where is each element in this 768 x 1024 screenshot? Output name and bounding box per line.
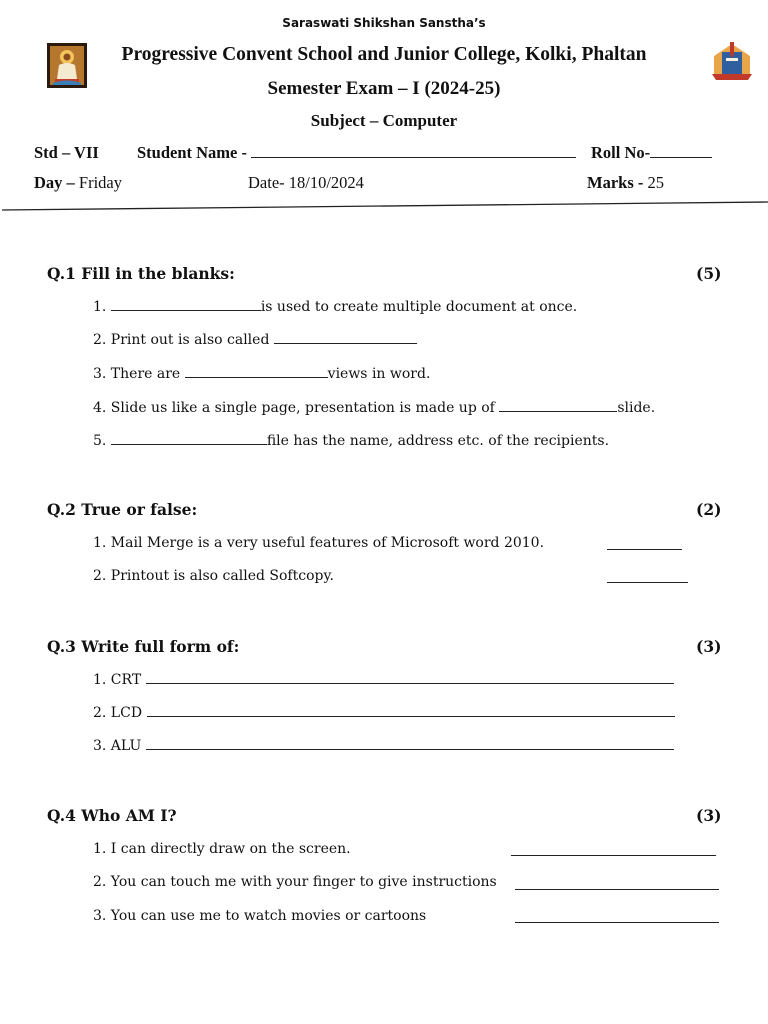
answer-blank [147,704,675,717]
q3-marks: (3) [696,637,722,656]
day-label: Day – [34,173,75,192]
answer-blank [111,298,261,311]
q4-answer-blank-3 [515,922,719,923]
answer-blank [146,737,674,750]
q1-item-5: 5. file has the name, address etc. of the recipients. [93,433,610,449]
q2-item-2: 2. Printout is also called Softcopy. [93,568,334,584]
subject-line: Subject – Computer [310,111,458,130]
q2-marks: (2) [696,500,722,519]
q2-title: Q.2 True or false: [47,500,198,519]
header-divider [0,198,768,214]
day-value: Friday [74,173,123,192]
q3-item-1: 1. CRT [93,671,674,688]
q4-item-2: 2. You can touch me with your finger to give instructions [93,874,497,890]
q4-answer-blank-1 [511,855,716,856]
q4-answer-blank-2 [515,889,719,890]
answer-blank [274,331,417,344]
q2-answer-blank-2 [607,582,688,583]
answer-blank [146,671,674,684]
roll-no-blank [650,145,712,158]
exam-title: Semester Exam – I (2024-25) [267,78,501,99]
q4-title: Q.4 Who AM I? [47,806,177,825]
q1-item-1: 1. is used to create multiple document at once. [93,299,578,315]
marks-label: Marks - [587,173,644,192]
roll-no-label: Roll No- [591,143,651,162]
q1-item-3: 3. There are views in word. [93,366,431,382]
q1-item-2: 2. Print out is also called [93,331,417,348]
day-field [34,173,122,193]
answer-blank [499,399,617,412]
q3-item-3: 3. ALU [93,737,674,754]
q2-item-1: 1. Mail Merge is a very useful features of Microsoft word 2010. [93,535,545,551]
q4-marks: (3) [696,806,722,825]
q1-marks: (5) [696,264,722,283]
student-name-field [137,143,576,163]
school-name: Progressive Convent School and Junior College, Kolki, Phaltan [121,44,647,65]
q2-answer-blank-1 [607,549,682,550]
q1-item-4: 4. Slide us like a single page, presentation is made up of slide. [93,400,656,416]
student-name-blank [251,145,576,158]
q4-item-1: 1. I can directly draw on the screen. [93,841,351,857]
exam-date: Date- 18/10/2024 [248,173,364,192]
q3-item-2: 2. LCD [93,704,675,721]
q4-item-3: 3. You can use me to watch movies or cartoons [93,908,427,924]
answer-blank [185,365,328,378]
std-label: Std – VII [34,143,99,162]
trust-name: Saraswati Shikshan Sanstha’s [282,16,486,30]
marks-value: 25 [643,173,664,192]
student-name-label: Student Name - [137,143,252,162]
answer-blank [111,432,267,445]
roll-no-field [591,143,712,163]
marks-field [587,173,664,193]
q1-title: Q.1 Fill in the blanks: [47,264,235,283]
q3-title: Q.3 Write full form of: [47,637,240,656]
